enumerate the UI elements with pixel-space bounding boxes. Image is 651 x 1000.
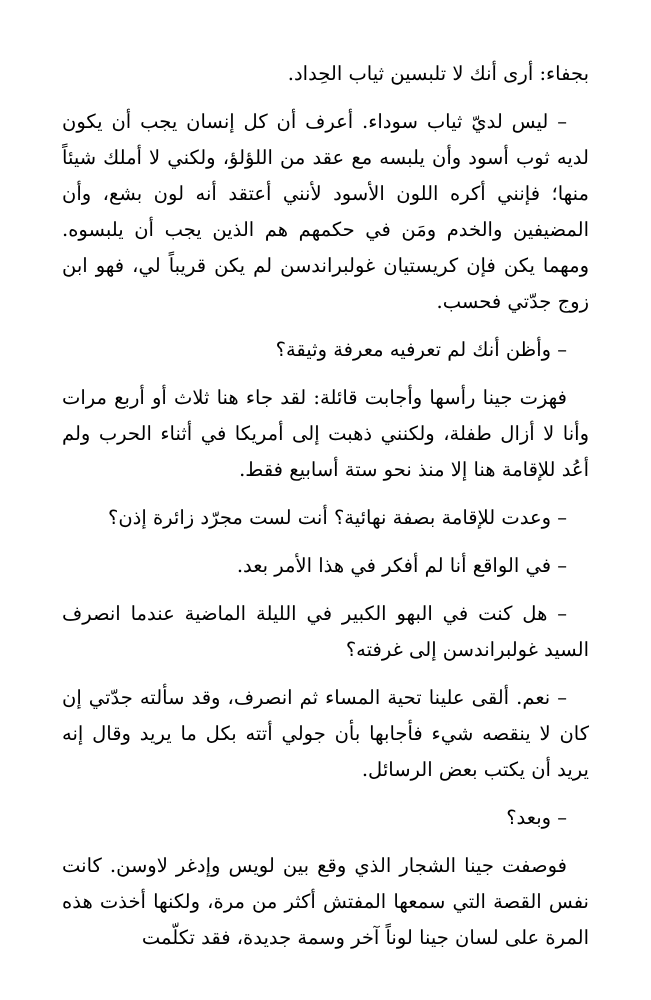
paragraph-3: – وأظن أنك لم تعرفيه معرفة وثيقة؟ <box>275 338 567 361</box>
paragraph-7: – هل كنت في البهو الكبير في الليلة الماضية عندما انصرف السيد غولبراندسن إلى غرفته؟ <box>62 602 589 661</box>
paragraph-6: – في الواقع أنا لم أفكر في هذا الأمر بعد. <box>236 554 567 577</box>
paragraph-1: بجفاء: أرى أنك لا تلبسين ثياب الحِداد. <box>287 62 589 85</box>
text-column <box>62 56 589 1000</box>
paragraph-5: – وعدت للإقامة بصفة نهائية؟ أنت لست مجرّد زائرة إذن؟ <box>107 506 567 529</box>
paragraph-10: فوصفت جينا الشجار الذي وقع بين لويس وإدغر لاوسن. كانت نفس القصة التي سمعها المفتش أكثر من مرة، ولكنها أخذت هذه المرة على لسان جينا لوناً آخر وسمة جديدة، فقد تكلّمت <box>62 854 589 949</box>
paragraph-9: – وبعد؟ <box>506 806 567 829</box>
paragraph-2: – ليس لديّ ثياب سوداء. أعرف أن كل إنسان يجب أن يكون لديه ثوب أسود وأن يلبسه مع عقد من اللؤلؤ، ولكني لا أملك شيئاً منها؛ فإنني أكره اللون الأسود لأنني أعتقد أنه لون بشع، وأن المضيفين والخدم ومَن في حكمهم هم الذين يجب أن يلبسوه. ومهما يكن فإن كريستيان غولبراندسن لم يكن قريباً لي، فهو ابن زوج جدّتي فحسب. <box>62 110 589 313</box>
paragraph-8: – نعم. ألقى علينا تحية المساء ثم انصرف، وقد سألته جدّتي إن كان لا ينقصه شيء فأجابها بأن جولي أتته بكل ما يريد وقال إنه يريد أن يكتب بعض الرسائل. <box>62 686 589 781</box>
paragraph-4: فهزت جينا رأسها وأجابت قائلة: لقد جاء هنا ثلاث أو أربع مرات وأنا لا أزال طفلة، ولكنني ذهبت إلى أمريكا في أثناء الحرب ولم أعُد للإقامة هنا إلا منذ نحو ستة أسابيع فقط. <box>62 386 589 481</box>
